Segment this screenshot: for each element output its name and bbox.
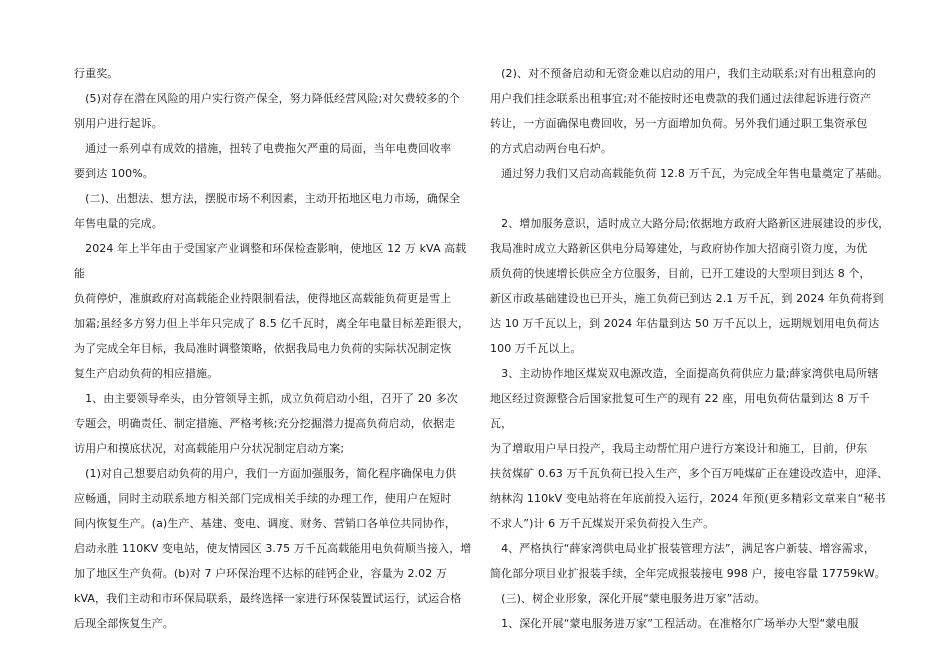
- paragraph: (1)对自己想要启动负荷的用户，我们一方面加强服务，简化程序确保电力供 应畅通，同时主动联系地方相关部门完成相关手续的办理工作，使用户在短时 间内恢复生产。(a)生产、基建、变电、调度、财务、营销口各单位共同协作， 启动永胜 110KV 变电站，使友情园区 3.75 万千瓦高载能用电负荷顺当接入，增 加了地区生产负荷。(b)对 7 户环保治理不达标的硅钙企业，容量为 2.02 万 kVA，我们主动和市环保局联系，最终选择一家进行环保装置试运行，试运合格 后现全部恢复生产。: [74, 467, 472, 630]
- paragraph: 4、严格执行“薛家湾供电局业扩报装管理方法”，满足客户新装、增容需求， 简化部分项目业扩报装手续，全年完成报装接电 998 户，接电容量 17759kW。: [490, 542, 886, 580]
- paragraph: 1、由主要领导牵头，由分管领导主抓，成立负荷启动小组，召开了 20 多次 专题会，明确责任、制定措施、严格考核;充分挖掘潜力提高负荷启动，依据走 访用户和摸底状况，对高载能用户分状况制定启动方案;: [74, 392, 458, 455]
- paragraph: (二)、出想法、想方法，摆脱市场不利因素，主动开拓地区电力市场，确保全 年售电量的完成。: [74, 192, 461, 230]
- paragraph: 1、深化开展“蒙电服务进万家”工程活动。在准格尔广场举办大型“蒙电服: [490, 617, 859, 630]
- paragraph: 行重奖。: [74, 67, 119, 80]
- blank-line: [490, 186, 890, 211]
- paragraph: (三)、树企业形象，深化开展“蒙电服务进万家”活动。: [490, 592, 766, 605]
- left-column: [74, 61, 474, 636]
- paragraph: (2)、对不预备启动和无资金难以启动的用户，我们主动联系;对有出租意向的 用户我们挂念联系出租事宜;对不能按时还电费款的我们通过法律起诉进行资产 转让，一方面确保电费回收，另一方面增加负荷。另外我们通过职工集资承包 的方式启动两台电石炉。: [490, 67, 876, 155]
- right-column: [490, 61, 890, 636]
- paragraph: 通过一系列卓有成效的措施，扭转了电费拖欠严重的局面，当年电费回收率 要到达 100%。: [74, 142, 452, 180]
- paragraph: (5)对存在潜在风险的用户实行资产保全，努力降低经营风险;对欠费较多的个 别用户进行起诉。: [74, 92, 460, 130]
- paragraph: 2024 年上半年由于受国家产业调整和环保检查影响，使地区 12 万 kVA 高载能 负荷停炉，准旗政府对高载能企业持限制看法，使得地区高载能负荷更是雪上 加霜;虽经多方努力但上半年只完成了 8.5 亿千瓦时，离全年电量目标差距很大， 为了完成全年目标，我局准时调整策略，依据我局电力负荷的实际状况制定恢 复生产启动负荷的相应措施。: [74, 242, 470, 380]
- paragraph: 3、主动协作地区煤炭双电源改造，全面提高负荷供应力量;薛家湾供电局所辖 地区经过资源整合后国家批复可生产的现有 22 座，用电负荷估量到达 8 万千瓦， 为了增取用户早日投产，我局主动帮忙用户进行方案设计和施工，目前，伊东 扶贫煤矿 0.63 万千瓦负荷已投入生产，多个百万吨煤矿正在建设改造中，迎泽、 纳林沟 110kV 变电站将在年底前投入运行，2024 年预(更多精彩文章来自“秘书 不求人”)计 6 万千瓦煤炭开采负荷投入生产。: [490, 367, 889, 530]
- paragraph: 通过努力我们又启动高载能负荷 12.8 万千瓦，为完成全年售电量奠定了基础。: [490, 167, 889, 180]
- paragraph: 2、增加服务意识，适时成立大路分局;依据地方政府大路新区进展建设的步伐， 我局准时成立大路新区供电分局筹建处，与政府协作加大招商引资力度，为优 质负荷的快速增长供应全方位服务，目前，已开工建设的大型项目到达 8 个， 新区市政基础建设也已开头，施工负荷已到达 2.1 万千瓦，到 2024 年负荷将到 达 10 万千瓦以上，到 2024 年估量到达 50 万千瓦以上，远期规划用电负荷达 100 万千瓦以上。: [490, 217, 890, 355]
